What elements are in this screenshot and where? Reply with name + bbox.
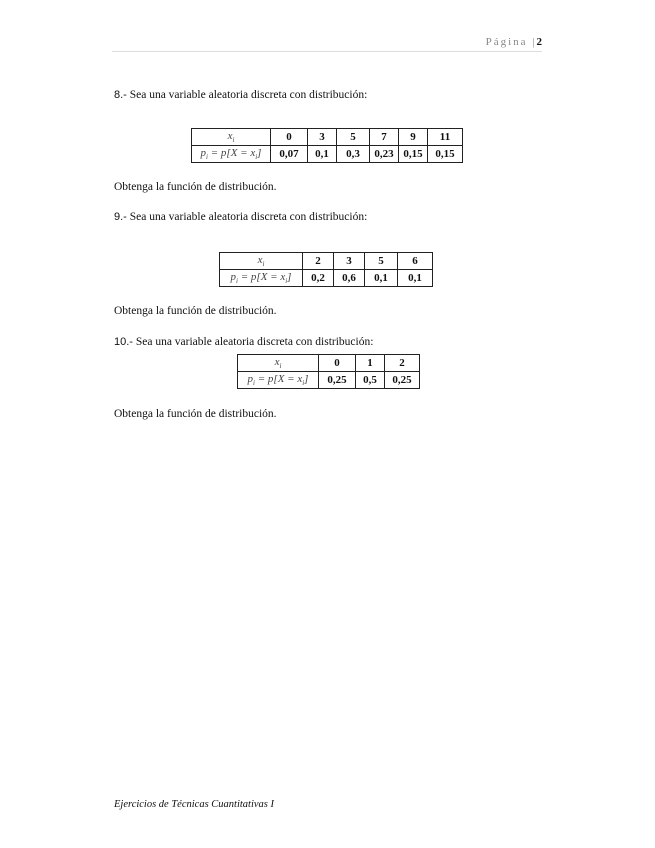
problem-text: Sea una variable aleatoria discreta con distribución: xyxy=(129,211,368,223)
x-header: $x_i$ xyxy=(220,253,303,270)
distribution-table-9 xyxy=(219,252,433,287)
p-value: 0,1 xyxy=(308,146,337,163)
x-value: 5 xyxy=(337,129,370,146)
problem-number: 8.- xyxy=(114,89,127,101)
p-value: 0,3 xyxy=(337,146,370,163)
problem-10-instruction: Obtenga la función de distribución. xyxy=(114,408,277,420)
x-value: 2 xyxy=(303,253,334,270)
x-value: 9 xyxy=(399,129,428,146)
problem-10-statement xyxy=(114,336,373,348)
x-value: 3 xyxy=(308,129,337,146)
page-label: Página | xyxy=(485,36,537,48)
x-value: 6 xyxy=(398,253,433,270)
p-value: 0,15 xyxy=(399,146,428,163)
x-value: 7 xyxy=(370,129,399,146)
p-value: 0,1 xyxy=(365,270,398,287)
page-number: 2 xyxy=(536,36,542,48)
x-value: 0 xyxy=(319,355,356,372)
p-value: 0,1 xyxy=(398,270,433,287)
x-value: 0 xyxy=(271,129,308,146)
footer-text: Ejercicios de Técnicas Cuantitativas I xyxy=(114,799,274,810)
problem-9-instruction: Obtenga la función de distribución. xyxy=(114,305,277,317)
x-row xyxy=(238,355,420,372)
p-row xyxy=(192,146,463,163)
p-header: $p_i = p[X = x_i]$ xyxy=(192,146,271,163)
x-value: 5 xyxy=(365,253,398,270)
problem-text: Sea una variable aleatoria discreta con distribución: xyxy=(135,336,374,348)
p-row xyxy=(220,270,433,287)
p-value: 0,25 xyxy=(319,372,356,389)
header-divider xyxy=(112,51,542,52)
p-value: 0,07 xyxy=(271,146,308,163)
p-value: 0,5 xyxy=(356,372,385,389)
x-header: $x_i$ xyxy=(192,129,271,146)
problem-9-statement xyxy=(114,211,367,223)
problem-number: 10.- xyxy=(114,336,133,348)
p-value: 0,6 xyxy=(334,270,365,287)
x-value: 2 xyxy=(385,355,420,372)
p-header: $p_i = p[X = x_i]$ xyxy=(238,372,319,389)
x-row xyxy=(192,129,463,146)
p-value: 0,15 xyxy=(428,146,463,163)
p-row xyxy=(238,372,420,389)
page-header xyxy=(112,36,542,48)
distribution-table-8 xyxy=(191,128,463,163)
x-header: $x_i$ xyxy=(238,355,319,372)
problem-text: Sea una variable aleatoria discreta con distribución: xyxy=(129,89,368,101)
problem-number: 9.- xyxy=(114,211,127,223)
p-header: $p_i = p[X = x_i]$ xyxy=(220,270,303,287)
x-row xyxy=(220,253,433,270)
distribution-table-10 xyxy=(237,354,420,389)
p-value: 0,23 xyxy=(370,146,399,163)
x-value: 3 xyxy=(334,253,365,270)
problem-8-statement xyxy=(114,89,367,101)
x-value: 11 xyxy=(428,129,463,146)
x-value: 1 xyxy=(356,355,385,372)
p-value: 0,25 xyxy=(385,372,420,389)
problem-8-instruction: Obtenga la función de distribución. xyxy=(114,181,277,193)
p-value: 0,2 xyxy=(303,270,334,287)
